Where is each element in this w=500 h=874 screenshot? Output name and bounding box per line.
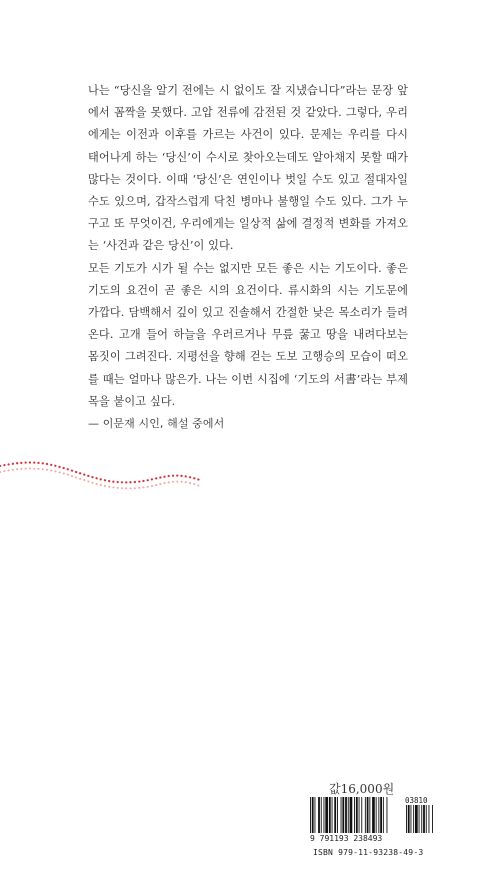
barcode-bar <box>359 797 360 833</box>
barcode-bar <box>318 797 320 833</box>
barcode-bar <box>367 797 369 833</box>
barcode-bar <box>337 797 338 833</box>
barcode-addon-bar <box>408 805 410 833</box>
barcode-addon-bar <box>415 805 418 833</box>
barcode-addon-bar <box>429 805 430 833</box>
blurb-text <box>88 80 408 435</box>
barcode-addon-bar <box>419 805 420 833</box>
barcode-addon-bar <box>413 805 414 833</box>
blurb-paragraph-2: 모든 기도가 시가 될 수는 없지만 모든 좋은 시는 기도이다. 좋은 기도의 요건이 곧 좋은 시의 요건이다. 류시화의 시는 기도문에 가깝다. 담백해서 깊이 있고 진솔해서 간절한 낮은 목소리가 들려온다. 고개 들어 하늘을 우러르거나 무릎 꿇고 땅을 내려다보는 몸짓이 그려진다. 지평선을 향해 걷는 도보 고행승의 모습이 떠오를 때는 얼마나 많은가. 나는 이번 시집에 ‘기도의 서書’라는 부제목을 붙이고 싶다. <box>88 261 408 408</box>
barcode-bar <box>376 797 377 833</box>
barcode-bar <box>325 797 328 833</box>
barcode-bar <box>312 797 314 833</box>
isbn-number: ISBN 979-11-93238-49-3 <box>313 848 424 857</box>
barcode-bar <box>369 797 370 833</box>
decorative-wave <box>0 458 200 498</box>
barcode-bar <box>354 797 355 833</box>
barcode-bar <box>350 797 353 833</box>
barcode-bar <box>345 797 347 833</box>
barcode-bar <box>383 797 384 833</box>
wave-red-dots <box>0 463 200 483</box>
barcode-bar <box>321 797 322 833</box>
barcode-bar <box>329 797 331 833</box>
blurb-paragraph-1: 나는 “당신을 알기 전에는 시 없이도 잘 지냈습니다”라는 문장 앞에서 꼼짝을 못했다. 고압 전류에 감전된 것 같았다. 그렇다, 우리에게는 이전과 이후를 가르는 사건이 있다. 문제는 우리를 다시 태어나게 하는 ‘당신’이 수시로 찾아오는데도 알아채지 못할 때가 많다는 것이다. 이때 ‘당신’은 연인이나 벗일 수도 있고 절대자일 수도 있으며, 갑작스럽게 닥친 병마나 불행일 수도 있다. 그가 누구고 또 무엇이건, 우리에게는 일상적 삶에 결정적 변화를 가져오는 ‘사건과 같은 당신’이 있다. <box>88 84 408 253</box>
barcode-bar <box>372 797 375 833</box>
barcode-bar <box>315 797 316 833</box>
barcode-bar <box>342 797 344 833</box>
barcode-bar <box>356 797 358 833</box>
barcode-bar <box>332 797 333 833</box>
barcode-digits: 9 791193 238493 <box>310 834 383 843</box>
price-label: 값16,000원 <box>329 782 395 796</box>
barcode-addon-bar <box>411 805 412 833</box>
barcode-addon-bar <box>406 805 407 833</box>
barcode-bar <box>378 797 379 833</box>
barcode-bar <box>361 797 362 833</box>
barcode-addon-bar <box>423 805 425 833</box>
blurb-attribution: — 이문재 시인, 해설 중에서 <box>88 417 225 431</box>
barcode-bar <box>341 797 342 833</box>
barcode-bar <box>365 797 366 833</box>
barcode-addon-bar <box>426 805 427 833</box>
barcode-addon-bar <box>432 805 433 833</box>
barcode-bar <box>334 797 336 833</box>
barcode-addon-digits: 03810 <box>405 796 428 805</box>
barcode-bar <box>310 797 311 833</box>
barcode-bar <box>380 797 382 833</box>
barcode-bar <box>324 797 325 833</box>
barcode-bar <box>387 797 388 833</box>
barcode-bar <box>348 797 349 833</box>
barcode-addon-bar <box>421 805 422 833</box>
wave-pink-dots <box>0 469 200 489</box>
